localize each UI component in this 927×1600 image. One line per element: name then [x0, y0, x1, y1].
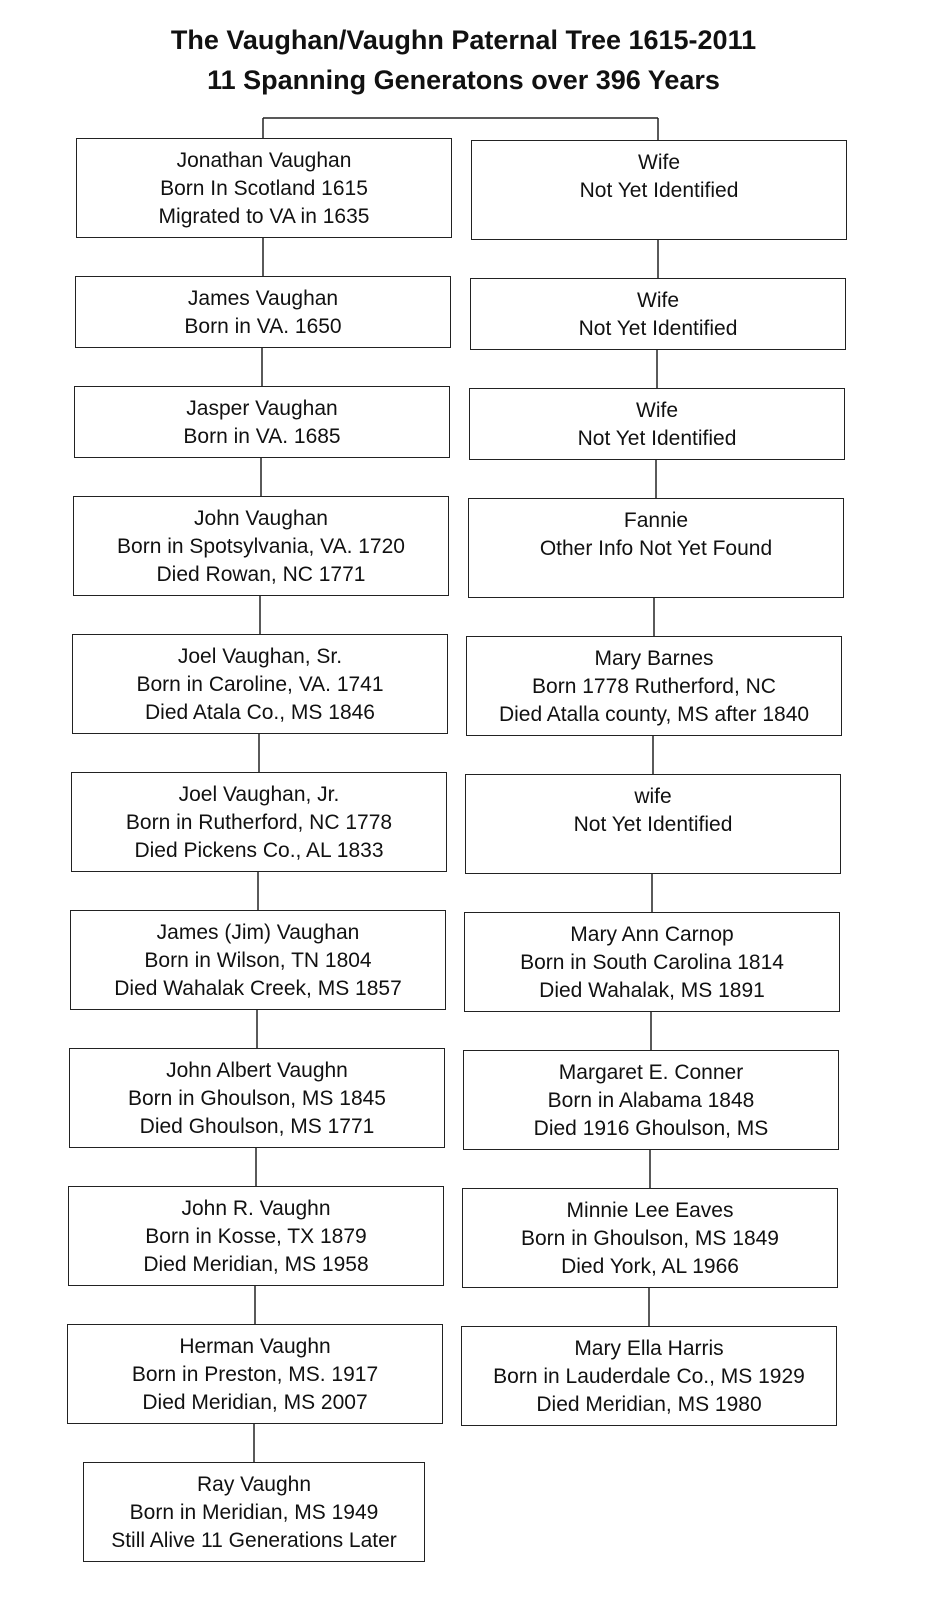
title-line-2: 11 Spanning Generatons over 396 Years [207, 65, 720, 95]
husband-name: Jonathan Vaughan [176, 149, 352, 172]
wife-name: Mary Ella Harris [574, 1337, 724, 1360]
husband-box-9 [68, 1186, 444, 1286]
husband-name: Joel Vaughan, Sr. [177, 645, 343, 668]
wife-info: Other Info Not Yet Found [539, 537, 773, 560]
husband-born: Born in Kosse, TX 1879 [145, 1225, 367, 1248]
wife-info: Not Yet Identified [573, 813, 733, 836]
husband-box-2 [75, 276, 451, 348]
husband-name: John R. Vaughn [181, 1197, 331, 1220]
wife-box-9 [462, 1188, 838, 1288]
husband-born: Born in Rutherford, NC 1778 [125, 811, 393, 834]
wife-info: Not Yet Identified [579, 179, 739, 202]
wife-box-3 [469, 388, 845, 460]
husband-born: Born in Caroline, VA. 1741 [136, 673, 384, 696]
husband-box-4 [73, 496, 449, 596]
husband-name: Herman Vaughn [179, 1335, 331, 1358]
husband-died: Died Atala Co., MS 1846 [145, 701, 375, 724]
husband-name: John Albert Vaughn [166, 1059, 348, 1082]
husband-box-8 [69, 1048, 445, 1148]
wife-info: Not Yet Identified [578, 317, 738, 340]
husband-name: John Vaughan [194, 507, 328, 530]
husband-born: Born in Preston, MS. 1917 [131, 1363, 379, 1386]
wife-name: Mary Ann Carnop [570, 923, 734, 946]
husband-name: Jasper Vaughan [186, 397, 338, 420]
husband-box-7 [70, 910, 446, 1010]
wife-name: Mary Barnes [594, 647, 714, 670]
wife-name: Wife [637, 289, 679, 312]
wife-died: Died Meridian, MS 1980 [536, 1393, 762, 1416]
wife-born: Born in Lauderdale Co., MS 1929 [493, 1365, 805, 1388]
final-note: Still Alive 11 Generations Later [111, 1529, 397, 1552]
wife-died: Died 1916 Ghoulson, MS [533, 1117, 769, 1140]
husband-name: Joel Vaughan, Jr. [178, 783, 340, 806]
husband-born: Born in VA. 1685 [183, 425, 341, 448]
title-line-1: The Vaughan/Vaughn Paternal Tree 1615-2011 [170, 25, 757, 55]
final-box [83, 1462, 425, 1562]
wife-name: Margaret E. Conner [558, 1061, 744, 1084]
wife-name: wife [634, 785, 672, 808]
wife-box-7 [464, 912, 840, 1012]
husband-name: James (Jim) Vaughan [156, 921, 360, 944]
wife-born: Born in Ghoulson, MS 1849 [521, 1227, 779, 1250]
husband-box-6 [71, 772, 447, 872]
wife-box-5 [466, 636, 842, 736]
husband-box-5 [72, 634, 448, 734]
wife-died: Died Wahalak, MS 1891 [539, 979, 765, 1002]
husband-died: Died Pickens Co., AL 1833 [134, 839, 384, 862]
wife-box-8 [463, 1050, 839, 1150]
wife-born: Born in South Carolina 1814 [520, 951, 784, 974]
wife-info: Not Yet Identified [577, 427, 737, 450]
husband-note: Migrated to VA in 1635 [158, 205, 370, 228]
wife-box-1 [471, 140, 847, 240]
wife-box-4 [468, 498, 844, 598]
husband-died: Died Meridian, MS 2007 [142, 1391, 368, 1414]
husband-born: Born in Spotsylvania, VA. 1720 [117, 535, 405, 558]
final-name: Ray Vaughn [196, 1473, 312, 1496]
wife-born: Born in Alabama 1848 [547, 1089, 755, 1112]
husband-born: Born In Scotland 1615 [160, 177, 368, 200]
husband-born: Born in VA. 1650 [184, 315, 342, 338]
final-born: Born in Meridian, MS 1949 [129, 1501, 379, 1524]
wife-box-10 [461, 1326, 837, 1426]
husband-died: Died Meridian, MS 1958 [143, 1253, 369, 1276]
wife-box-6 [465, 774, 841, 874]
wife-died: Died York, AL 1966 [561, 1255, 739, 1278]
husband-born: Born in Wilson, TN 1804 [144, 949, 372, 972]
husband-born: Born in Ghoulson, MS 1845 [128, 1087, 386, 1110]
husband-box-3 [74, 386, 450, 458]
husband-died: Died Rowan, NC 1771 [156, 563, 366, 586]
wife-name: Minnie Lee Eaves [566, 1199, 734, 1222]
husband-died: Died Wahalak Creek, MS 1857 [114, 977, 402, 1000]
wife-name: Wife [638, 151, 680, 174]
wife-name: Wife [636, 399, 678, 422]
wife-died: Died Atalla county, MS after 1840 [498, 703, 810, 726]
wife-box-2 [470, 278, 846, 350]
wife-born: Born 1778 Rutherford, NC [532, 675, 776, 698]
husband-name: James Vaughan [187, 287, 339, 310]
husband-died: Died Ghoulson, MS 1771 [139, 1115, 375, 1138]
husband-box-1 [76, 138, 452, 238]
husband-box-10 [67, 1324, 443, 1424]
wife-name: Fannie [623, 509, 689, 532]
